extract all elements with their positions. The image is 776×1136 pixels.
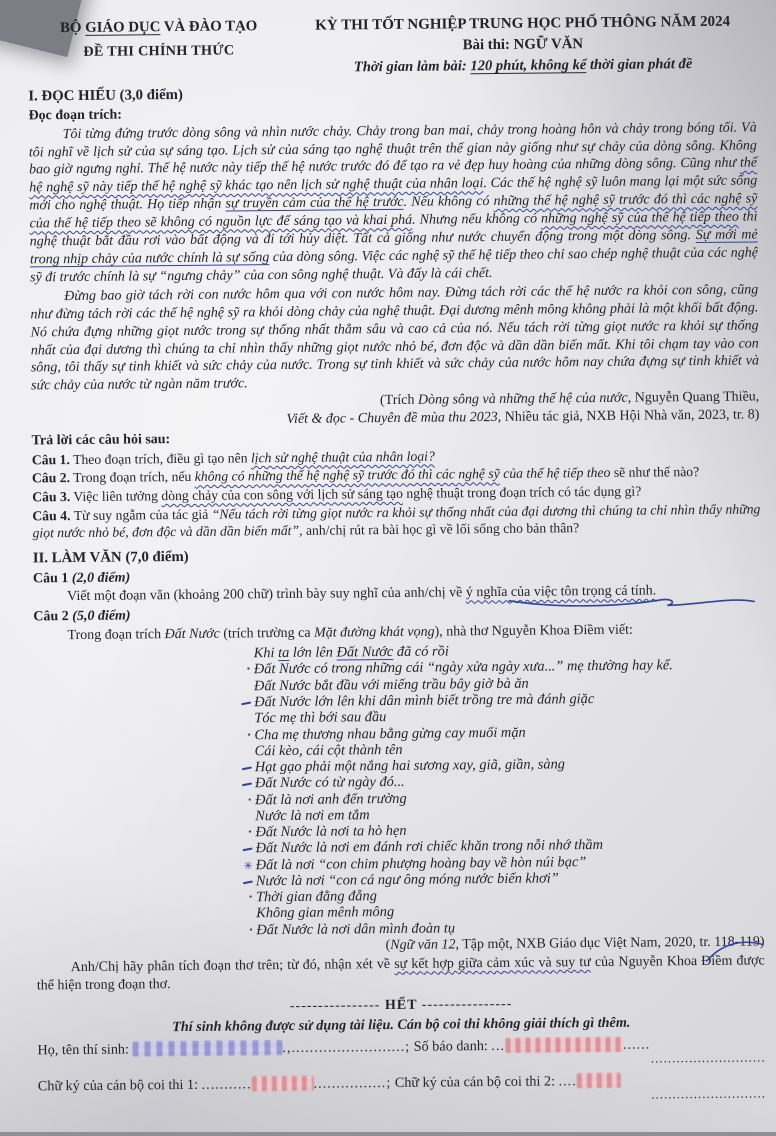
- passage-source-line-2: Viết & đọc - Chuyên đề mùa thu 2023, Nhiều tác giả, NXB Hội Nhà văn, 2023, tr. 8): [31, 407, 759, 432]
- question-4: [32, 500, 760, 542]
- section-writing-heading: II. LÀM VĂN (7,0 điểm): [33, 542, 761, 568]
- question-1-label: Câu 1.: [32, 452, 70, 467]
- poem-line-text: Thời gian đằng đẵng: [256, 888, 377, 905]
- proctor1-signature-label: Chữ ký của cán bộ coi thi 1:: [38, 1076, 198, 1094]
- passage-source-line-1: (Trích Dòng sông và những thế hệ của nước, Nguyễn Quang Thiều,: [31, 389, 759, 414]
- ministry-name: BỘ GIÁO DỤC VÀ ĐÀO TẠO: [28, 17, 290, 38]
- poem-line-text: Đất Nước là nơi em đánh rơi chiếc khăn trong nỗi nhớ thầm: [255, 837, 603, 856]
- header-right: [290, 12, 757, 77]
- pen-tick-mark: [239, 889, 253, 905]
- question-1-text: Theo đoạn trích, điều gì tạo nên lịch sử nghệ thuật của nhân loại?: [70, 449, 435, 468]
- poem-line-text: Cha mẹ thương nhau bằng gừng cay muối mặn: [254, 724, 525, 743]
- poem-line-text: Đất Nước là nơi ta hò hẹn: [255, 823, 406, 840]
- poem-line-text: Khi ta lớn lên Đất Nước đã có rồi: [254, 644, 449, 662]
- dotted-line-overflow: ...........................: [38, 1085, 766, 1109]
- writing-q2-task-content: Anh/Chị hãy phân tích đoạn thơ trên; từ đó, nhận xét về sự kết hợp giữa cảm xúc và suy tư của Nguyễn Khoa Điềm được thể hiện trong đoạn thơ.: [37, 953, 765, 993]
- redacted-candidate-name: [132, 1040, 282, 1056]
- proctor2-signature-label: Chữ ký của cán bộ coi thi 2:: [395, 1073, 555, 1091]
- poem-line-text: Đất Nước có trong những cái “ngày xửa ngày xưa...” mẹ thường hay kể.: [254, 658, 673, 678]
- exam-subject: Bài thi: NGỮ VĂN: [290, 34, 756, 57]
- question-3-label: Câu 3.: [32, 489, 70, 504]
- dotted-line: ....: [558, 1073, 576, 1089]
- poem-line-text: Cái kèo, cái cột thành tên: [255, 742, 403, 759]
- poem-line-text: Nước là nơi “con cá ngư ông móng nước biển khơi”: [256, 870, 559, 889]
- pen-tick-mark: [237, 662, 251, 678]
- pen-tick-mark: [237, 727, 251, 743]
- dotted-line: ................;: [313, 1075, 391, 1092]
- dotted-line: ...: [491, 1038, 505, 1054]
- section-reading-heading: I. ĐỌC HIỂU (3,0 điểm): [28, 80, 756, 106]
- poem-line-text: Nước là nơi em tắm: [255, 807, 369, 824]
- question-4-label: Câu 4.: [32, 508, 70, 523]
- poem-line-text: Đất Nước là nơi dân mình đoàn tụ: [256, 920, 455, 938]
- poem-dat-nuoc: [254, 641, 765, 939]
- pen-tick-mark: [239, 841, 253, 857]
- writing-q2-label: Câu 2 (5,0 điểm): [33, 602, 761, 627]
- pen-tick-mark: [238, 824, 252, 840]
- writing-q2-intro: Trong đoạn trích Đất Nước (trích trường ca Mặt đường khát vọng), nhà thơ Nguyễn Khoa Điềm viết:: [33, 621, 761, 646]
- writing-q1-text-content: Viết một đoạn văn (khoảng 200 chữ) trình bày suy nghĩ của anh/chị về ý nghĩa của việc tôn trọng cá tính.: [67, 584, 656, 605]
- reading-passage-paragraph-2: Đừng bao giờ tách rời con nước hôm qua với con nước hôm nay. Đừng tách rời các thế hệ nước ra khỏi con sông, cũng như đừng tách rời các thế hệ nghệ sỹ ra khỏi dòng chảy của nghệ thuật. Đại dương mênh mông không phải là một khối bất động. Nó chứa đựng những giọt nước trong sự thống nhất thẳm sâu và cao cả của nó. Nếu tách rời từng giọt nước ra khỏi sự thống nhất của đại dương thì chúng ta chỉ nhìn thấy những giọt nước nhỏ bé, đơn độc và dần dần biến mất. Khi tôi chạm tay vào con sông, tôi thấy sự tinh khiết và sức chảy của nước. Trong sự tinh khiết và sức chảy của nước hôm nay chứa đựng sự tinh khiết và sức chảy của nước từ ngàn năm trước.: [30, 281, 759, 395]
- end-dashes-left: ----------------: [290, 998, 381, 1014]
- poem-line-text: Đất Nước có từ ngày đó...: [255, 774, 405, 791]
- poem-source: (Ngữ văn 12, Tập một, NXB Giáo dục Việt Nam, 2020, tr. 118-119): [36, 933, 764, 958]
- question-2-text: Trong đoạn trích, nếu không có những thế hệ nghệ sỹ trước đó thì các nghệ sỹ của thế hệ tiếp theo sẽ như thế nào?: [70, 464, 699, 485]
- candidate-name-label: Họ, tên thí sinh:: [37, 1041, 129, 1058]
- pen-tick-mark: [238, 792, 252, 808]
- exam-duration: Thời gian làm bài: 120 phút, không kể thời gian phát đề: [290, 55, 756, 78]
- poem-line-text: Đất Nước lớn lên khi dân mình biết trồng tre mà đánh giặc: [254, 691, 594, 710]
- pen-tick-mark: [238, 776, 252, 792]
- dotted-line: .,.........................;: [282, 1039, 410, 1056]
- pen-tick-mark: [239, 922, 253, 938]
- poem-line-text: Không gian mênh mông: [256, 904, 394, 921]
- poem-line-text: Đất là nơi “con chim phượng hoàng bay về hòn núi bạc”: [256, 854, 587, 873]
- pen-tick-mark: [237, 694, 251, 710]
- poem-line-text: Đất Nước bắt đầu với miếng trầu bây giờ bà ăn: [254, 675, 529, 694]
- redacted-proctor1-signature: [251, 1075, 313, 1091]
- end-dashes-right: ----------------: [422, 997, 513, 1013]
- dotted-line: ......: [623, 1036, 650, 1052]
- questions-intro: Trả lời các câu hỏi sau:: [32, 425, 760, 450]
- question-3-text: Việc liên tưởng dòng chảy của con sông với lịch sử sáng tạo nghệ thuật trong đoạn trích có tác dụng gì?: [70, 484, 641, 504]
- poem-line-text: Đất là nơi anh đến trường: [255, 790, 407, 807]
- writing-q1-label: Câu 1 (2,0 điểm): [33, 563, 761, 588]
- exam-title: KỲ THI TỐT NGHIỆP TRUNG HỌC PHỔ THÔNG NĂM 2024: [290, 12, 756, 36]
- exam-rules-note: Thí sinh không được sử dụng tài liệu. Cán bộ coi thi không giải thích gì thêm.: [37, 1012, 765, 1037]
- pen-tick-mark: [239, 857, 253, 873]
- end-marker: HẾT: [385, 997, 417, 1012]
- reading-passage-paragraph-1: Tôi từng đứng trước dòng sông và nhìn nước chảy. Chảy trong ban mai, chảy trong hoàng hôn và chảy trong bóng tối. Và tôi nghĩ về lịch sử của sự sáng tạo. Lịch sử của sáng tạo nghệ thuật trên thế gian này giống như sự chảy của dòng sông. Không bao giờ ngưng nghỉ. Thế hệ nước này tiếp thế hệ nước trước đó để tạo ra vẻ đẹp huy hoàng của những dòng sông. Cũng như thế hệ nghệ sỹ này tiếp thế hệ nghệ sỹ khác tạo nên lịch sử nghệ thuật của nhân loại. Các thế hệ nghệ sỹ luôn mang lại một sức sống mới cho nghệ thuật. Họ tiếp nhận sự truyền cảm của thế hệ trước. Nếu không có những thế hệ nghệ sỹ trước đó thì các nghệ sỹ của thế hệ tiếp theo sẽ không có nguồn lực để sáng tạo và khai phá. Nhưng nếu không có những nghệ sỹ của thế hệ tiếp theo thì nghệ thuật bắt đầu rơi vào bất động và đi tới hủy diệt. Tất cả giống như nước chuyển động trong một dòng sông. Sự mới mẻ trong nhịp chảy của nước chính là sự sống của dòng sông. Việc các nghệ sỹ thế hệ tiếp theo chỉ sao chép nghệ thuật của các nghệ sỹ đi trước chính là sự “ngưng chảy” của con sông nghệ thuật. Và đấy là cái chết.: [29, 119, 759, 287]
- candidate-number-label: Số báo danh:: [414, 1038, 488, 1055]
- header-left: [28, 17, 291, 80]
- poem-line-text: Tóc mẹ thì bới sau đầu: [254, 709, 386, 726]
- question-4-text: Từ suy ngẫm của tác giả “Nếu tách rời từng giọt nước ra khỏi sự thống nhất của đại dương thì chúng ta chỉ nhìn thấy những giọt nước nhỏ bé, đơn độc và dần dần biến mất”, anh/chị rút ra bài học gì về lối sống cho bản thân?: [32, 501, 760, 541]
- poem-line-text: Hạt gạo phải một nắng hai sương xay, giã, giần, sàng: [255, 756, 565, 775]
- writing-q2-task: [37, 952, 765, 995]
- question-2-label: Câu 2.: [32, 471, 70, 486]
- exam-type-label: ĐỀ THI CHÍNH THỨC: [28, 41, 290, 62]
- redacted-proctor2-signature: [577, 1072, 621, 1087]
- dotted-line-overflow: ...........................: [38, 1049, 766, 1073]
- reading-intro: Đọc đoạn trích:: [28, 100, 756, 125]
- pen-tick-mark: [238, 759, 252, 775]
- dotted-line: ...........: [201, 1076, 251, 1092]
- redacted-candidate-number: [505, 1037, 623, 1053]
- header: [28, 12, 757, 80]
- pen-tick-mark: [239, 873, 253, 889]
